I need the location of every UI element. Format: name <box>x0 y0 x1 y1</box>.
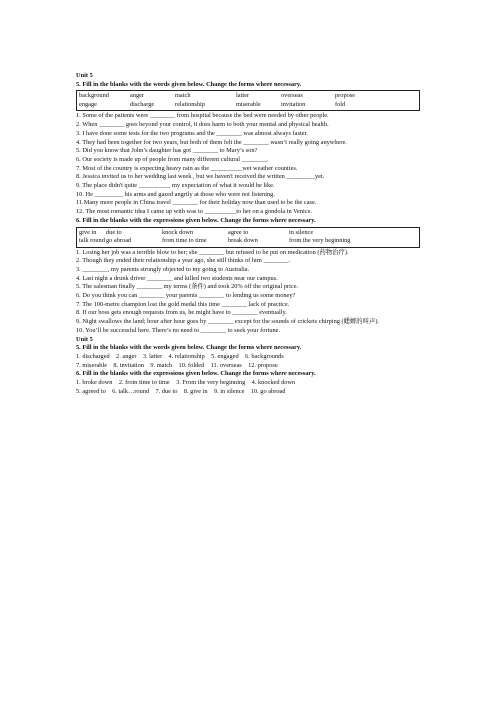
expression-item: from time to time <box>162 237 207 245</box>
section1-heading: 5. Fill in the blanks with the words given below. Change the forms where necessary. <box>76 80 302 88</box>
exercise1-sentence: 12. The most romantic idea I came up with was to __________to her on a gondola in Venice. <box>76 208 313 216</box>
exercise2-sentence: 8. If our boss gets enough requests from us, he might have to ________ eventually. <box>76 309 287 317</box>
exercise2-sentence: 5. The salesman finally ________ my terms (条件) and took 20% off the original price. <box>76 283 299 291</box>
exercise2-sentence: 6. Do you think you can ________ your parents ________ to lending us some money? <box>76 292 296 300</box>
expression-item: agree to <box>228 228 249 236</box>
word-bank-row-1 <box>79 92 416 101</box>
exercise1-sentence: 7. Most of the country is expecting heavy rain as the __________wet weather counties. <box>76 164 298 172</box>
word-item: match <box>175 92 191 100</box>
exercise2-sentence: 3. ________, my parents strongly objected to my going to Australia. <box>76 265 250 273</box>
exercise1-sentence: 10. He _________ his arms and gazed angrily at those who were not listening. <box>76 190 275 198</box>
section2-heading: 6. Fill in the blanks with the expressions given below. Change the forms where necessary. <box>76 216 316 224</box>
expression-bank-row-1 <box>79 229 416 238</box>
word-item: anger <box>130 92 145 100</box>
word-item: background <box>79 92 109 100</box>
expression-bank-row-2 <box>79 237 416 246</box>
answers-unit-title: Unit 5 <box>76 335 93 343</box>
exercise1-sentence: 5. Did you know that John’s daughter has got ________ to Mary’s son? <box>76 147 258 155</box>
word-item: latter <box>236 92 250 100</box>
answers-heading-2: 6. Fill in the blanks with the expressions given below. Change the forms where necessary. <box>76 370 316 378</box>
word-item: miserable <box>236 100 261 108</box>
exercise1-sentence: 2. When ________ goes beyond your control, it does harm to both your mental and physical health. <box>76 121 329 129</box>
word-item: engage <box>79 100 97 108</box>
word-bank-row-2 <box>79 101 416 110</box>
exercise1-sentence: 4. They had been together for two years, but both of them felt the ________ wasn’t really going anywhere. <box>76 138 347 146</box>
exercise2-sentence: 7. The 100-metre champion lost the gold medal this time ________ lack of practice. <box>76 300 290 308</box>
exercise1-sentence: 11.Many more people in China travel ________ for their holiday now than used to be the case. <box>76 199 317 207</box>
exercise1-sentence: 1. Some of the patients were ________ from hospital because the bed were needed by other people. <box>76 112 329 120</box>
exercise1-sentence: 8. Jessica invited us to her wedding last week , but we haven't received the written _________yet. <box>76 173 325 181</box>
document-page <box>76 72 420 397</box>
exercise1-sentence: 6. Our society is made up of people from many different cultural ________. <box>76 155 269 163</box>
exercise2-sentence: 4. Last night a drunk driver ________ and killed two students near our campus. <box>76 274 278 282</box>
expression-item: talk round <box>79 237 105 245</box>
word-item: fold <box>335 100 346 108</box>
word-item: propose <box>335 92 356 100</box>
answers-line: 7. miserable 8. invitation 9. match 10. folded 11. overseas 12. propose <box>76 361 278 369</box>
expression-item: from the very beginning <box>289 237 351 245</box>
exercise1-sentence: 9. The place didn't quite __________ my expectation of what it would be like. <box>76 182 275 190</box>
expression-item: due to <box>106 228 122 236</box>
answers-heading-1: 5. Fill in the blanks with the words given below. Change the forms where necessary. <box>76 344 302 352</box>
unit-title: Unit 5 <box>76 72 93 79</box>
word-item: invitation <box>281 100 306 108</box>
exercise2-sentence: 2. Though they ended their relationship a year ago, she still thinks of him ________. <box>76 257 291 265</box>
exercise2-sentence: 10. You’ll be successful here. There’s no need to ________ to seek your fortune. <box>76 326 281 334</box>
answers-line: 5. agreed to 6. talk…round 7. due to 8. give in 9. in silence 10. go abroad <box>76 387 286 395</box>
exercise1-sentence: 3. I have done some tests for the two programs and the ________ was almost always faster. <box>76 129 308 137</box>
word-item: discharge <box>130 100 155 108</box>
answers-line: 1. discharged 2. anger 3. latter 4. relationship 5. engaged 6. backgrounds <box>76 352 284 360</box>
word-bank-box <box>76 90 420 111</box>
expression-item: give in <box>79 228 97 236</box>
word-item: relationship <box>175 100 205 108</box>
word-item: overseas <box>281 92 303 100</box>
exercise2-sentence: 1. Losing her job was a terrible blow to her; she ________ but refused to be put on medication (药物治疗). <box>76 248 349 256</box>
answers-line: 1. broke down 2. from time to time 3. From the very beginning 4. knocked down <box>76 379 296 387</box>
expression-item: in silence <box>289 228 314 236</box>
expression-item: break down <box>228 237 258 245</box>
expression-bank-box <box>76 227 420 248</box>
exercise2-sentence: 9. Night swallows the land; hour after hour goes by ________ except for the sounds of crickets chirping (蟋蟀的叫声). <box>76 318 380 326</box>
expression-item: go abroad <box>106 237 132 245</box>
expression-item: knock down <box>162 228 194 236</box>
